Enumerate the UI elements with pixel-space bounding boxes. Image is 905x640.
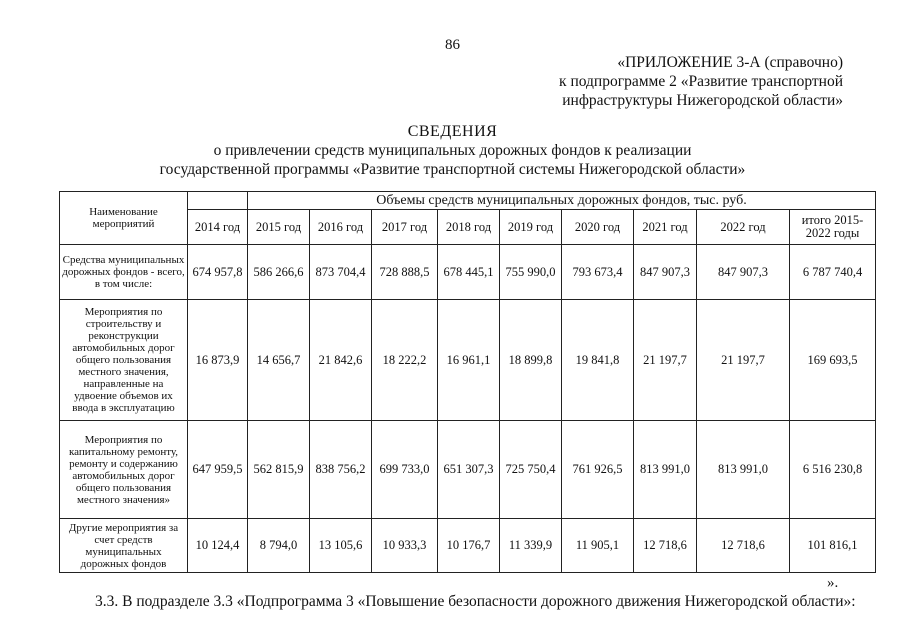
value-cell: 755 990,0 bbox=[500, 245, 562, 300]
year-header: 2018 год bbox=[438, 210, 500, 245]
appendix-line-3: инфраструктуры Нижегородской области» bbox=[562, 92, 843, 109]
value-cell: 674 957,8 bbox=[188, 245, 248, 300]
value-cell: 586 266,6 bbox=[248, 245, 310, 300]
year-header: 2022 год bbox=[697, 210, 790, 245]
value-cell: 793 673,4 bbox=[562, 245, 634, 300]
value-cell: 18 222,2 bbox=[372, 300, 438, 421]
closing-quote: ». bbox=[827, 575, 839, 591]
value-cell: 728 888,5 bbox=[372, 245, 438, 300]
table-row bbox=[60, 519, 876, 573]
total-header: итого 2015-2022 годы bbox=[790, 210, 876, 245]
appendix-line-1: «ПРИЛОЖЕНИЕ 3-А (справочно) bbox=[617, 54, 843, 71]
funds-table bbox=[59, 191, 876, 573]
year-header: 2019 год bbox=[500, 210, 562, 245]
value-cell: 761 926,5 bbox=[562, 421, 634, 519]
value-cell: 21 197,7 bbox=[634, 300, 697, 421]
row-name: Средства муниципальных дорожных фондов - всего, в том числе: bbox=[60, 245, 188, 300]
value-cell: 14 656,7 bbox=[248, 300, 310, 421]
value-cell: 813 991,0 bbox=[697, 421, 790, 519]
title-line-2: государственной программы «Развитие транспортной системы Нижегородской области» bbox=[159, 161, 746, 178]
value-cell: 10 933,3 bbox=[372, 519, 438, 573]
year-header: 2017 год bbox=[372, 210, 438, 245]
appendix-header bbox=[559, 53, 843, 110]
document-title bbox=[0, 122, 905, 179]
value-cell: 11 905,1 bbox=[562, 519, 634, 573]
appendix-line-2: к подпрограмме 2 «Развитие транспортной bbox=[559, 73, 843, 90]
title-heading: СВЕДЕНИЯ bbox=[407, 123, 498, 140]
row-name: Мероприятия по капитальному ремонту, ремонту и содержанию автомобильных дорог общего пользования местного значения» bbox=[60, 421, 188, 519]
value-cell: 651 307,3 bbox=[438, 421, 500, 519]
value-cell: 16 961,1 bbox=[438, 300, 500, 421]
total-cell: 101 816,1 bbox=[790, 519, 876, 573]
total-cell: 169 693,5 bbox=[790, 300, 876, 421]
title-line-1: о привлечении средств муниципальных дорожных фондов к реализации bbox=[213, 142, 692, 159]
value-cell: 21 842,6 bbox=[310, 300, 372, 421]
value-cell: 12 718,6 bbox=[634, 519, 697, 573]
footer-paragraph: 3.3. В подразделе 3.3 «Подпрограмма 3 «Повышение безопасности дорожного движения Нижегородской области»: bbox=[95, 593, 856, 610]
row-name: Мероприятия по строительству и реконструкции автомобильных дорог общего пользования местного значения, направленные на удвоение объемов их ввода в эксплуатацию bbox=[60, 300, 188, 421]
table-row bbox=[60, 300, 876, 421]
value-cell: 838 756,2 bbox=[310, 421, 372, 519]
value-cell: 678 445,1 bbox=[438, 245, 500, 300]
value-cell: 847 907,3 bbox=[697, 245, 790, 300]
value-cell: 21 197,7 bbox=[697, 300, 790, 421]
row-name: Другие мероприятия за счет средств муниципальных дорожных фондов bbox=[60, 519, 188, 573]
name-column-header: Наименование мероприятий bbox=[60, 192, 188, 245]
table-row bbox=[60, 245, 876, 300]
value-cell: 10 124,4 bbox=[188, 519, 248, 573]
total-cell: 6 787 740,4 bbox=[790, 245, 876, 300]
value-cell: 10 176,7 bbox=[438, 519, 500, 573]
page-number: 86 bbox=[445, 37, 460, 53]
table-row bbox=[60, 421, 876, 519]
value-cell: 12 718,6 bbox=[697, 519, 790, 573]
value-cell: 647 959,5 bbox=[188, 421, 248, 519]
value-cell: 725 750,4 bbox=[500, 421, 562, 519]
value-cell: 813 991,0 bbox=[634, 421, 697, 519]
value-cell: 16 873,9 bbox=[188, 300, 248, 421]
empty-header-cell bbox=[188, 192, 248, 210]
value-cell: 19 841,8 bbox=[562, 300, 634, 421]
value-cell: 13 105,6 bbox=[310, 519, 372, 573]
year-header: 2015 год bbox=[248, 210, 310, 245]
year-header: 2021 год bbox=[634, 210, 697, 245]
group-header: Объемы средств муниципальных дорожных фондов, тыс. руб. bbox=[248, 192, 876, 210]
value-cell: 11 339,9 bbox=[500, 519, 562, 573]
value-cell: 562 815,9 bbox=[248, 421, 310, 519]
funds-table-container bbox=[59, 191, 876, 573]
year-header: 2016 год bbox=[310, 210, 372, 245]
value-cell: 18 899,8 bbox=[500, 300, 562, 421]
year-header: 2020 год bbox=[562, 210, 634, 245]
total-cell: 6 516 230,8 bbox=[790, 421, 876, 519]
value-cell: 873 704,4 bbox=[310, 245, 372, 300]
value-cell: 699 733,0 bbox=[372, 421, 438, 519]
value-cell: 847 907,3 bbox=[634, 245, 697, 300]
value-cell: 8 794,0 bbox=[248, 519, 310, 573]
year-header: 2014 год bbox=[188, 210, 248, 245]
